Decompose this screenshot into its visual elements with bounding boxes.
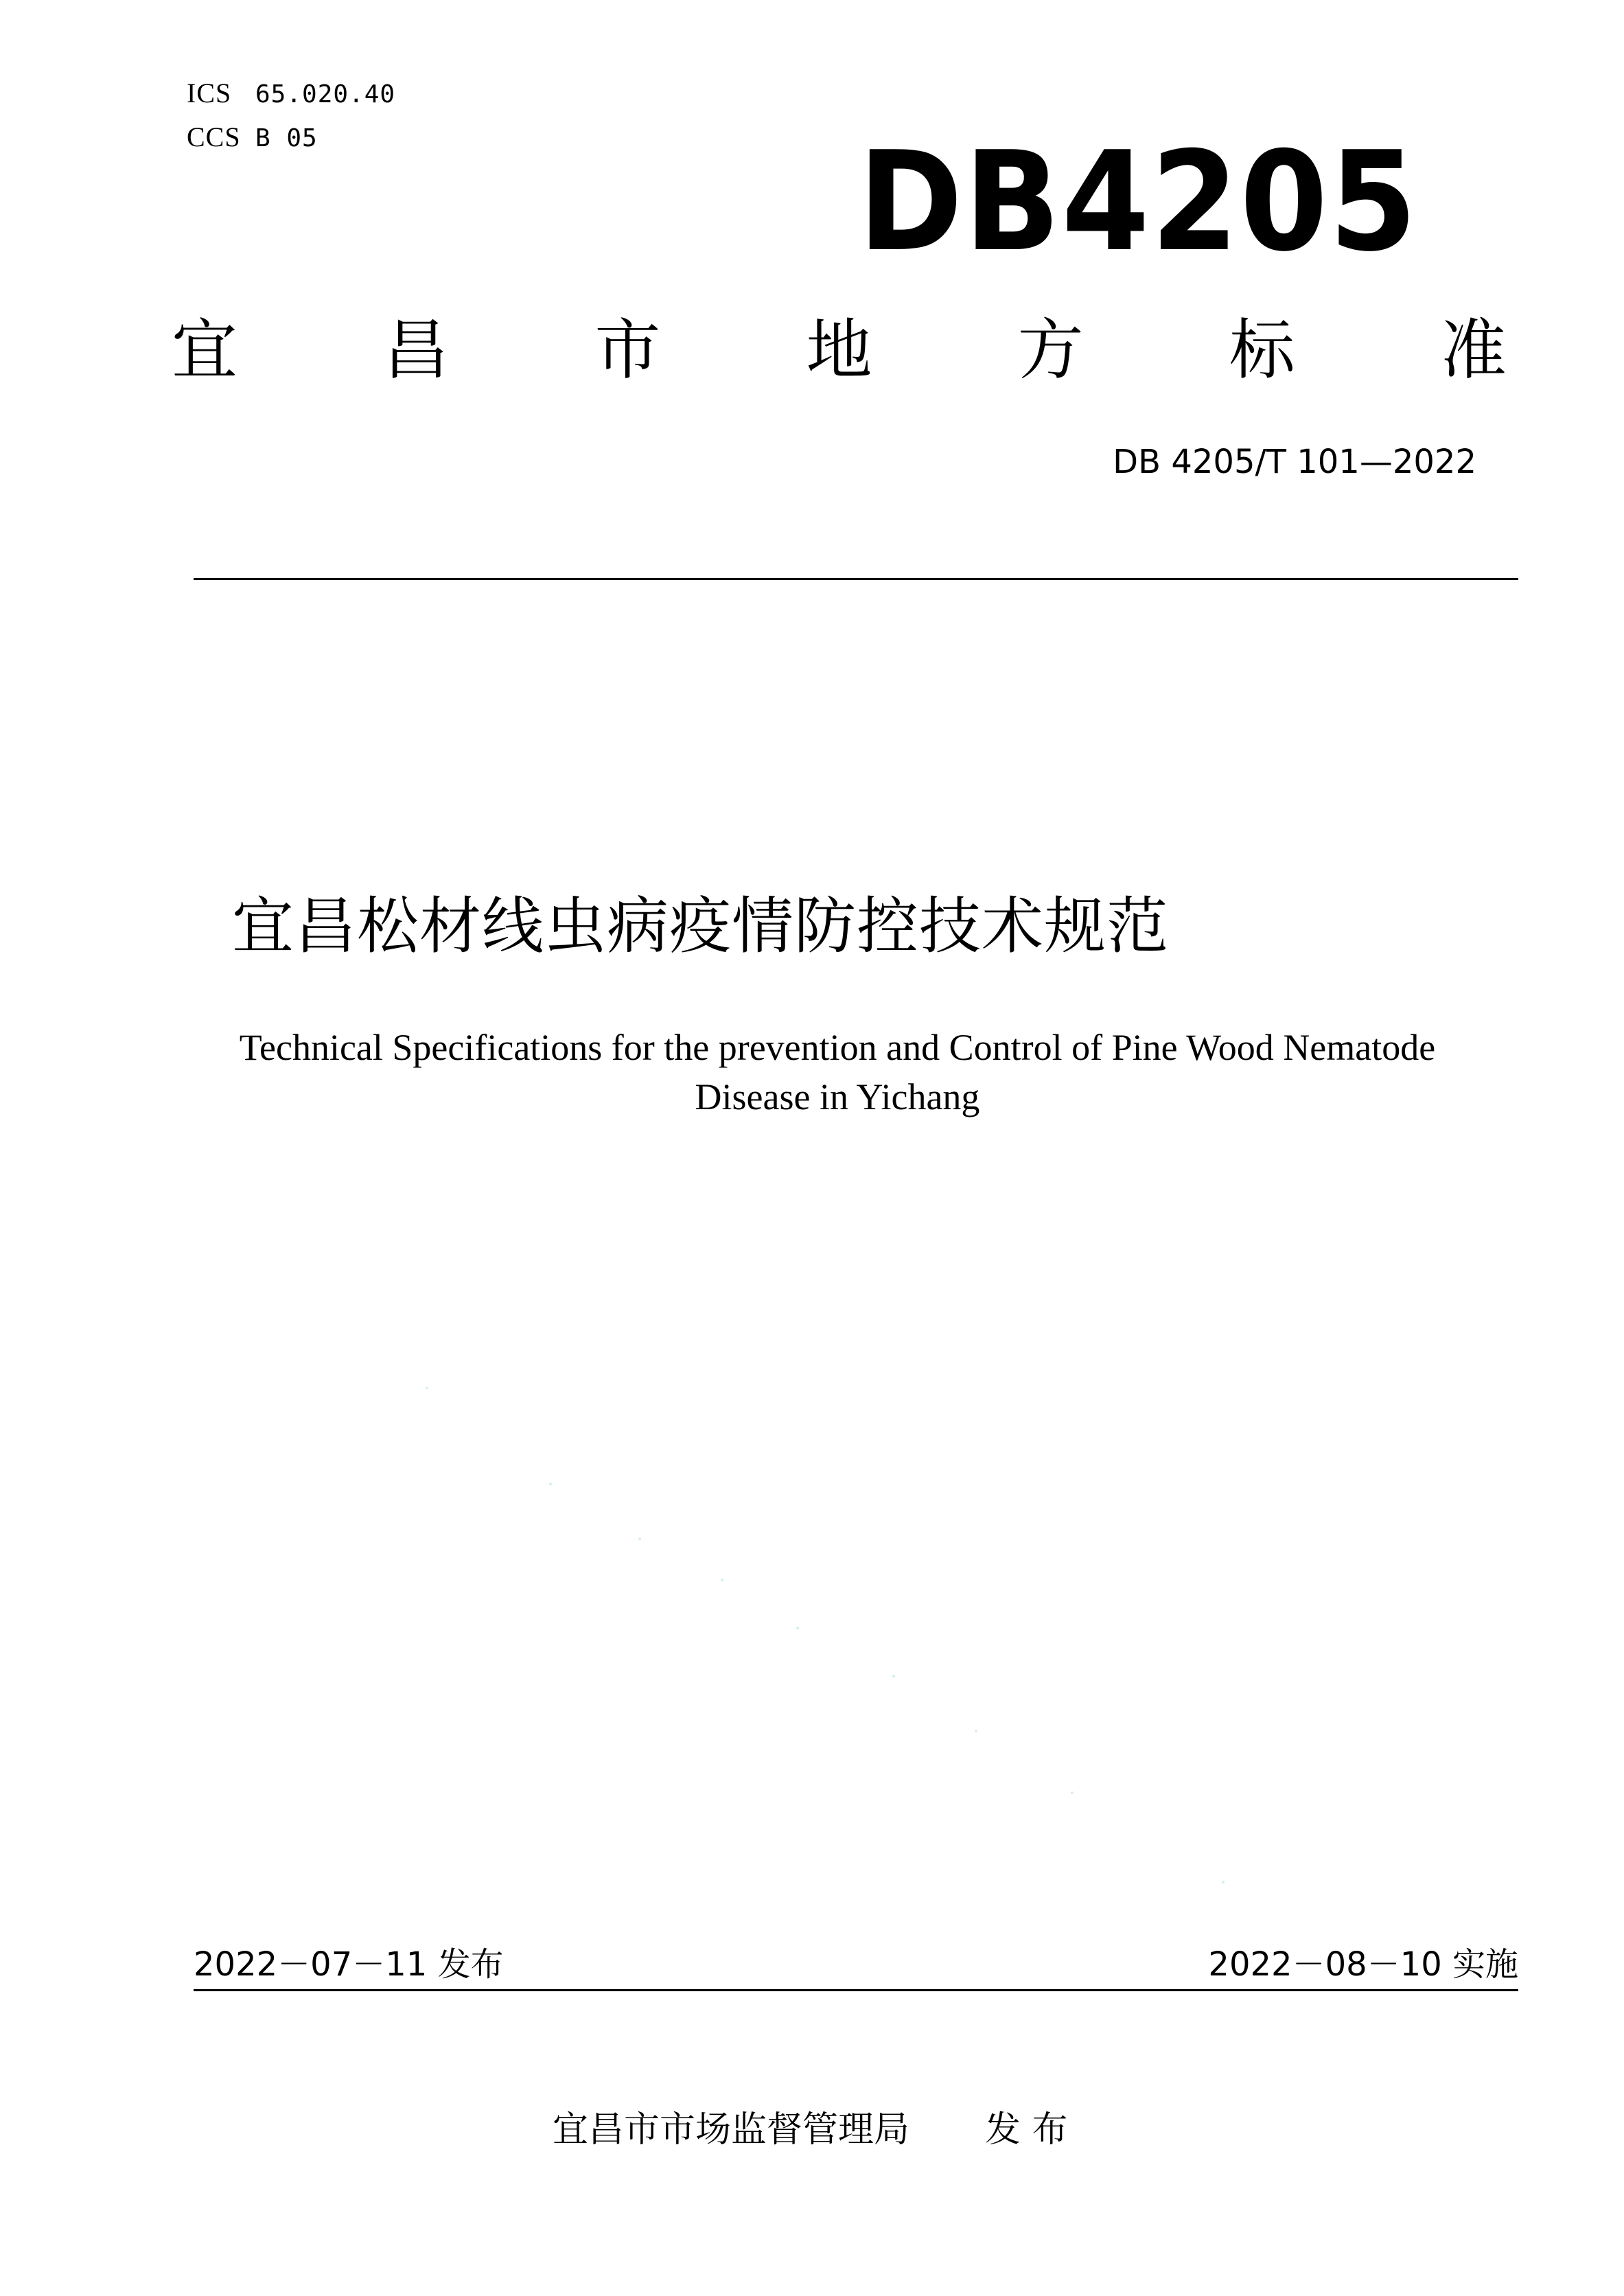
scan-speck xyxy=(975,1730,977,1732)
issuer-name: 宜昌市市场监督管理局 xyxy=(553,2109,910,2150)
standard-number: DB 4205/T 101—2022 xyxy=(1113,443,1476,481)
document-title-en xyxy=(206,1023,1469,1122)
standard-type-char: 标 xyxy=(1229,312,1295,389)
standard-type-char: 方 xyxy=(1017,312,1084,389)
bottom-divider xyxy=(194,1989,1518,1991)
standard-type-title xyxy=(172,309,1507,391)
ccs-line xyxy=(187,121,318,153)
publish-date: 2022－07－11 发布 xyxy=(194,1945,504,1984)
standard-type-char: 市 xyxy=(594,312,661,389)
scan-speck xyxy=(426,1387,428,1389)
scan-speck xyxy=(1071,1791,1074,1794)
issuer-line xyxy=(553,2106,1068,2154)
document-title-cn: 宜昌松材线虫病疫情防控技术规范 xyxy=(232,890,1169,962)
scan-speck xyxy=(721,1579,723,1581)
ccs-label: CCS xyxy=(187,121,241,152)
scan-speck xyxy=(638,1538,641,1540)
ccs-code: B 05 xyxy=(255,124,318,152)
standard-type-char: 宜 xyxy=(172,312,237,389)
standard-type-char: 地 xyxy=(806,312,872,389)
document-title-en-line2: Disease in Yichang xyxy=(695,1076,980,1117)
ics-label: ICS xyxy=(187,78,232,108)
document-title-en-line1: Technical Specifications for the prevention and Control of Pine Wood Nematode xyxy=(239,1027,1436,1068)
standard-type-char: 准 xyxy=(1440,312,1507,389)
standard-type-char: 昌 xyxy=(383,312,450,389)
scan-speck xyxy=(796,1627,799,1630)
scan-speck xyxy=(549,1483,552,1485)
db-code-mark: DB4205 xyxy=(858,122,1419,282)
ics-code: 65.020.40 xyxy=(255,80,396,108)
top-divider xyxy=(194,578,1518,580)
scan-speck xyxy=(892,1675,895,1678)
issuer-action: 发 布 xyxy=(985,2109,1068,2150)
implement-date: 2022－08－10 实施 xyxy=(1208,1945,1518,1984)
ics-line xyxy=(187,77,395,109)
scan-speck xyxy=(1222,1881,1225,1883)
